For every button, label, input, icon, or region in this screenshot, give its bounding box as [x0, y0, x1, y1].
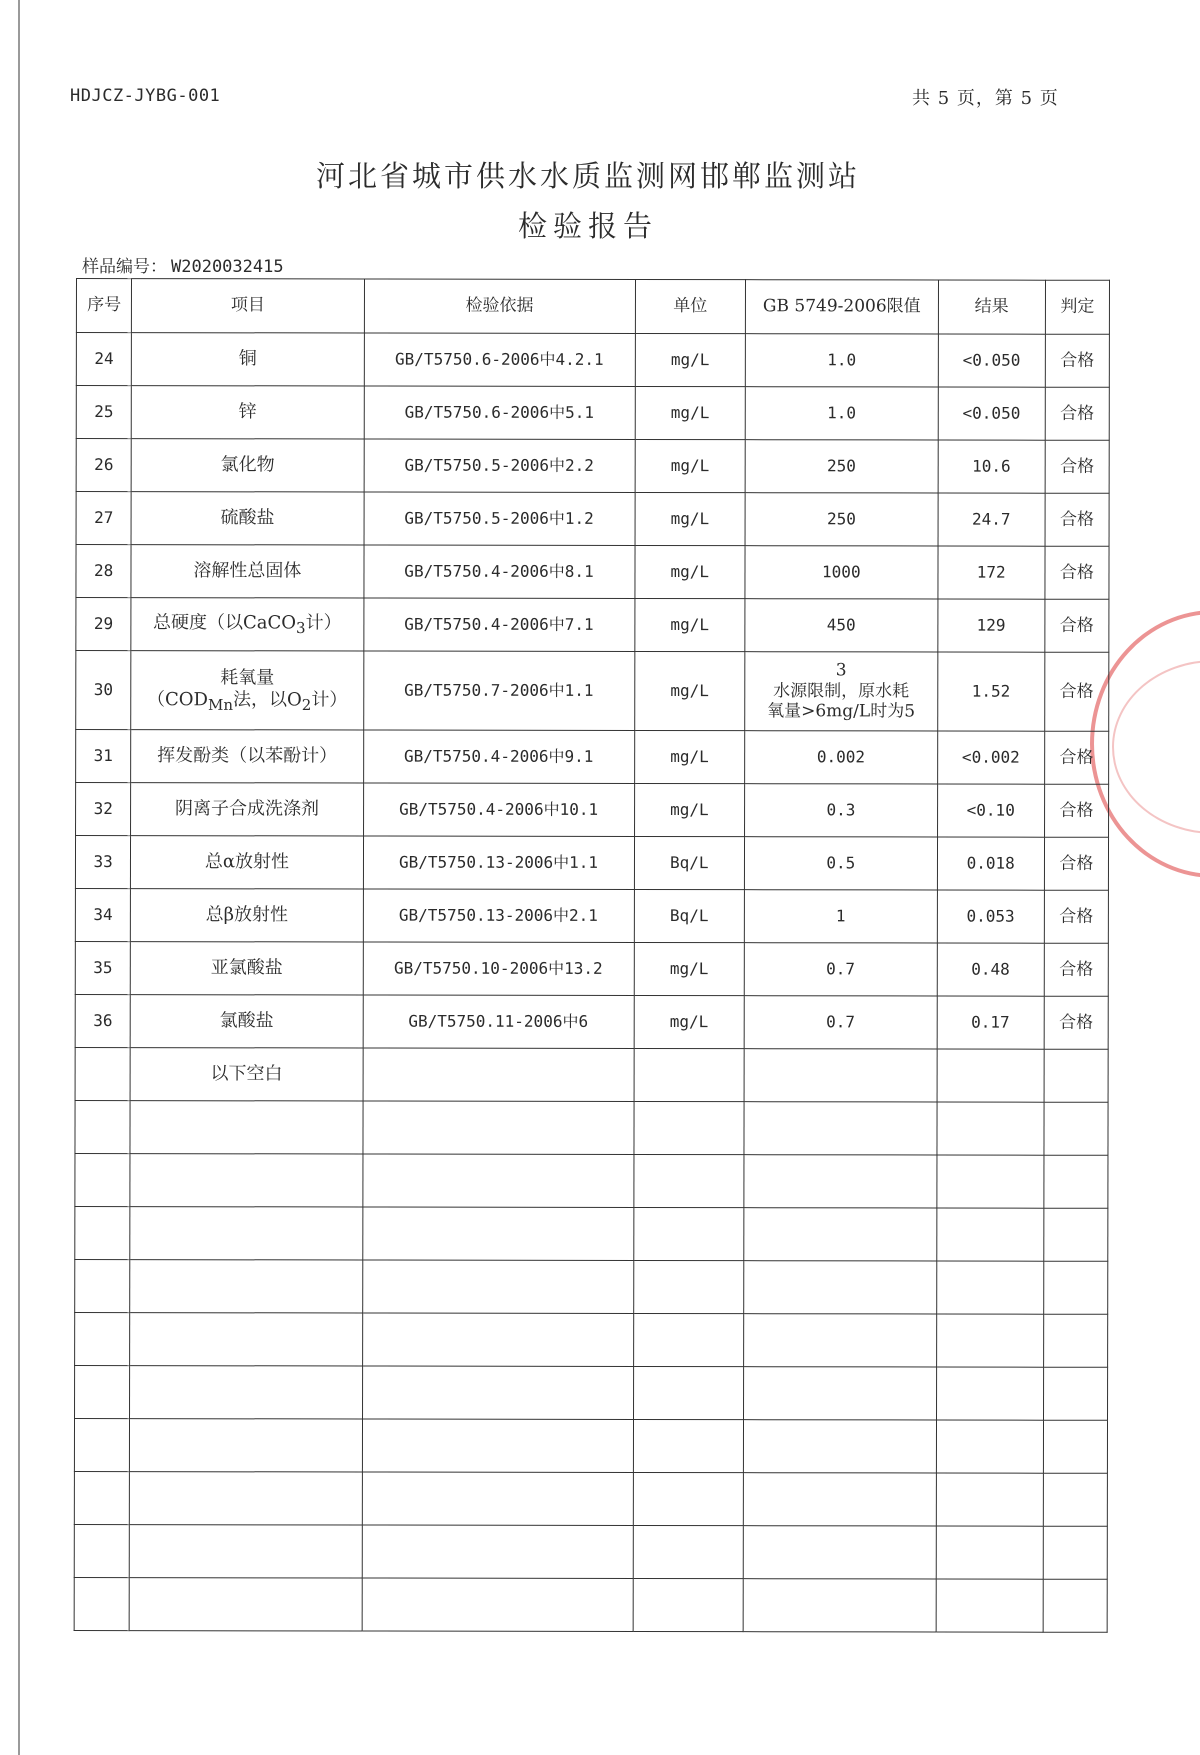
- row-item: [131, 651, 363, 730]
- row-no: 32: [76, 783, 131, 836]
- column-header-unit: 单位: [635, 279, 746, 333]
- row-limit: 250: [745, 493, 938, 546]
- empty-cell: [633, 1419, 744, 1472]
- row-method: GB/T5750.4-2006中7.1: [363, 598, 634, 651]
- empty-cell: [362, 1419, 633, 1472]
- row-item-line2: [134, 689, 361, 714]
- empty-cell: [936, 1155, 1043, 1208]
- row-item: 总β放射性: [131, 889, 363, 942]
- blank-row: [74, 1577, 1107, 1632]
- empty-cell: [1044, 1261, 1108, 1314]
- empty-cell: [362, 1472, 633, 1525]
- empty-cell: [130, 1154, 362, 1207]
- blank-row: [75, 1100, 1108, 1155]
- row-no: 24: [76, 333, 131, 386]
- row-no: 27: [76, 492, 131, 545]
- column-header-result: 结果: [938, 280, 1045, 334]
- row-no: 31: [76, 730, 131, 783]
- empty-cell: [362, 1154, 633, 1207]
- row-item-suffix: 计）: [305, 612, 342, 634]
- row-item-subscript: 3: [296, 618, 306, 637]
- empty-cell: [1043, 1314, 1107, 1367]
- empty-cell: [362, 1578, 633, 1631]
- row-no: 36: [75, 994, 130, 1047]
- row-limit: 1.0: [745, 387, 938, 440]
- row-method: GB/T5750.4-2006中9.1: [363, 730, 634, 783]
- row-item-line2-part: 法，以O: [233, 688, 302, 710]
- table-row: [76, 333, 1109, 388]
- row-unit: mg/L: [634, 942, 745, 995]
- empty-cell: [1044, 1102, 1108, 1155]
- row-item: 氯化物: [131, 439, 363, 492]
- empty-cell: [633, 1260, 744, 1313]
- table-row: [75, 888, 1108, 943]
- empty-cell: [362, 1313, 633, 1366]
- table-row: [76, 439, 1109, 494]
- row-unit: mg/L: [635, 439, 746, 492]
- empty-cell: [1043, 1579, 1107, 1632]
- empty-cell: [633, 1472, 744, 1525]
- empty-cell: [633, 1525, 744, 1578]
- empty-cell: [743, 1473, 936, 1526]
- row-item: 铜: [132, 333, 364, 386]
- row-verdict: 合格: [1045, 652, 1109, 731]
- row-limit: 1.0: [745, 334, 938, 387]
- row-no: 35: [75, 941, 130, 994]
- empty-cell: [362, 1525, 633, 1578]
- row-limit: 0.5: [745, 837, 938, 890]
- empty-cell: [936, 1367, 1043, 1420]
- row-method: GB/T5750.7-2006中1.1: [363, 651, 634, 730]
- column-header-limit: GB 5749-2006限值: [746, 280, 939, 334]
- empty-cell: [130, 1419, 362, 1472]
- end-note: 以下空白: [130, 1048, 362, 1101]
- row-verdict: 合格: [1044, 784, 1108, 837]
- empty-cell: [130, 1313, 362, 1366]
- row-verdict: 合格: [1045, 599, 1109, 652]
- sample-number-label: 样品编号：: [82, 257, 167, 277]
- row-item: [131, 598, 363, 651]
- row-limit: 0.3: [745, 784, 938, 837]
- document-code: HDJCZ-JYBG-001: [70, 86, 221, 106]
- row-unit: mg/L: [635, 333, 746, 386]
- row-limit: 250: [745, 440, 938, 493]
- row-method: GB/T5750.11-2006中6: [363, 995, 634, 1048]
- row-verdict: 合格: [1045, 387, 1109, 440]
- row-result: <0.002: [937, 731, 1044, 784]
- row-verdict: 合格: [1045, 493, 1109, 546]
- row-unit: mg/L: [634, 730, 745, 783]
- row-item: 硫酸盐: [131, 492, 363, 545]
- row-method: GB/T5750.6-2006中4.2.1: [364, 333, 635, 386]
- empty-cell: [936, 1526, 1043, 1579]
- empty-cell: [936, 1314, 1043, 1367]
- empty-cell: [75, 1206, 130, 1259]
- empty-cell: [744, 1367, 937, 1420]
- row-verdict: 合格: [1045, 334, 1109, 387]
- empty-cell: [362, 1260, 633, 1313]
- empty-cell: [363, 1101, 634, 1154]
- row-item-line2-part: （COD: [147, 688, 209, 710]
- row-result: <0.10: [937, 784, 1044, 837]
- row-result: 0.48: [937, 943, 1044, 996]
- empty-cell: [633, 1366, 744, 1419]
- row-item-line1: 耗氧量: [220, 667, 275, 689]
- row-limit-line2: 水源限制，原水耗: [773, 681, 910, 702]
- empty-cell: [936, 1208, 1043, 1261]
- row-method: GB/T5750.13-2006中2.1: [363, 889, 634, 942]
- empty-cell: [1043, 1367, 1107, 1420]
- empty-cell: [75, 1047, 130, 1100]
- row-unit: mg/L: [634, 995, 745, 1048]
- table-row: [75, 994, 1108, 1049]
- row-result: 10.6: [938, 440, 1045, 493]
- row-verdict: 合格: [1044, 890, 1108, 943]
- empty-cell: [744, 1155, 937, 1208]
- row-item: 溶解性总固体: [131, 545, 363, 598]
- empty-cell: [362, 1366, 633, 1419]
- row-unit: mg/L: [635, 492, 746, 545]
- row-no: 29: [76, 598, 131, 651]
- row-limit: 0.7: [744, 996, 937, 1049]
- test-results-table: [74, 278, 1110, 1633]
- row-unit: mg/L: [635, 386, 746, 439]
- empty-cell: [1044, 1155, 1108, 1208]
- column-header-verdict: 判定: [1045, 280, 1109, 334]
- empty-cell: [75, 1312, 130, 1365]
- empty-cell: [633, 1578, 744, 1631]
- row-item-subscript: 2: [301, 695, 312, 714]
- row-no: 34: [75, 888, 130, 941]
- row-item: 氯酸盐: [130, 995, 362, 1048]
- empty-cell: [75, 1100, 130, 1153]
- row-method: GB/T5750.5-2006中2.2: [364, 439, 635, 492]
- empty-cell: [744, 1420, 937, 1473]
- row-result: 172: [937, 546, 1044, 599]
- row-limit-line1: 3: [835, 660, 847, 681]
- page-count: 共 5 页，第 5 页: [912, 88, 1059, 109]
- table-row: [76, 783, 1109, 838]
- report-title: 检验报告: [517, 209, 658, 243]
- row-verdict: 合格: [1044, 996, 1108, 1049]
- row-limit: 0.002: [745, 731, 938, 784]
- empty-cell: [936, 1579, 1043, 1632]
- row-no: 30: [76, 651, 131, 730]
- row-no: 33: [75, 836, 130, 889]
- empty-cell: [130, 1101, 362, 1154]
- blank-row: [75, 1206, 1108, 1261]
- empty-cell: [743, 1526, 936, 1579]
- row-unit: Bq/L: [634, 836, 745, 889]
- table-row: [76, 651, 1109, 732]
- row-item: 挥发酚类（以苯酚计）: [131, 730, 363, 783]
- table-row: [75, 941, 1108, 996]
- empty-cell: [1044, 1049, 1108, 1102]
- empty-cell: [937, 1049, 1044, 1102]
- table-row: [76, 730, 1109, 785]
- row-verdict: 合格: [1044, 837, 1108, 890]
- row-limit: 450: [745, 599, 938, 652]
- row-item-line2-part: 计）: [311, 688, 348, 710]
- sample-number-value: W2020032415: [171, 257, 284, 277]
- row-item-subscript: Mn: [207, 695, 234, 714]
- empty-cell: [75, 1259, 130, 1312]
- empty-cell: [130, 1472, 362, 1525]
- row-unit: mg/L: [634, 598, 745, 651]
- row-unit: mg/L: [634, 651, 745, 730]
- empty-cell: [74, 1418, 129, 1471]
- empty-cell: [74, 1577, 129, 1630]
- empty-cell: [130, 1525, 362, 1578]
- blank-row: [75, 1259, 1108, 1314]
- row-no: 26: [76, 439, 131, 492]
- row-limit: 1000: [745, 546, 938, 599]
- binding-edge-line: [18, 0, 20, 1755]
- row-no: 28: [76, 545, 131, 598]
- row-no: 25: [76, 386, 131, 439]
- empty-cell: [936, 1261, 1043, 1314]
- empty-cell: [75, 1153, 130, 1206]
- table-row: [76, 598, 1109, 653]
- empty-cell: [744, 1049, 937, 1102]
- empty-cell: [634, 1048, 745, 1101]
- row-result: 0.17: [937, 996, 1044, 1049]
- empty-cell: [74, 1471, 129, 1524]
- empty-cell: [936, 1473, 1043, 1526]
- empty-cell: [129, 1578, 361, 1631]
- row-result: 24.7: [938, 493, 1045, 546]
- row-verdict: 合格: [1045, 440, 1109, 493]
- empty-cell: [633, 1154, 744, 1207]
- empty-cell: [633, 1313, 744, 1366]
- table-row: [76, 545, 1109, 600]
- row-method: GB/T5750.4-2006中8.1: [363, 545, 634, 598]
- empty-cell: [74, 1524, 129, 1577]
- column-header-method: 检验依据: [364, 279, 635, 333]
- row-item-prefix: 总硬度（以CaCO: [153, 611, 297, 634]
- table-row: [76, 386, 1109, 441]
- empty-cell: [130, 1366, 362, 1419]
- row-verdict: 合格: [1044, 731, 1108, 784]
- empty-cell: [1043, 1526, 1107, 1579]
- sample-number: [82, 252, 284, 277]
- empty-cell: [1044, 1208, 1108, 1261]
- row-limit-line3: 氧量>6mg/L时为5: [767, 701, 916, 722]
- empty-cell: [130, 1260, 362, 1313]
- row-result: 1.52: [937, 652, 1044, 731]
- row-method: GB/T5750.5-2006中1.2: [364, 492, 635, 545]
- blank-row: [75, 1365, 1108, 1420]
- report-organization-title: 河北省城市供水水质监测网邯郸监测站: [315, 159, 860, 193]
- row-item: 总α放射性: [131, 836, 363, 889]
- table-header-row: [76, 279, 1109, 335]
- blank-row: [75, 1312, 1108, 1367]
- blank-row: [74, 1524, 1107, 1579]
- empty-cell: [633, 1101, 744, 1154]
- empty-cell: [937, 1102, 1044, 1155]
- blank-row: [75, 1153, 1108, 1208]
- row-result: 0.053: [937, 890, 1044, 943]
- empty-cell: [633, 1207, 744, 1260]
- row-item: 锌: [132, 386, 364, 439]
- row-limit: 1: [744, 890, 937, 943]
- row-limit: [745, 652, 938, 731]
- empty-cell: [743, 1579, 936, 1632]
- empty-cell: [744, 1208, 937, 1261]
- row-unit: Bq/L: [634, 889, 745, 942]
- row-item: 阴离子合成洗涤剂: [131, 783, 363, 836]
- end-note-row: [75, 1047, 1108, 1102]
- empty-cell: [744, 1261, 937, 1314]
- row-method: GB/T5750.13-2006中1.1: [363, 836, 634, 889]
- blank-row: [74, 1471, 1107, 1526]
- row-unit: mg/L: [634, 545, 745, 598]
- column-header-no: 序号: [76, 279, 131, 333]
- table-row: [76, 492, 1109, 547]
- row-verdict: 合格: [1045, 546, 1109, 599]
- blank-row: [74, 1418, 1107, 1473]
- row-result: <0.050: [938, 334, 1045, 387]
- empty-cell: [362, 1207, 633, 1260]
- empty-cell: [130, 1207, 362, 1260]
- row-method: GB/T5750.10-2006中13.2: [363, 942, 634, 995]
- row-result: <0.050: [938, 387, 1045, 440]
- row-result: 129: [937, 599, 1044, 652]
- row-limit: 0.7: [744, 943, 937, 996]
- row-unit: mg/L: [634, 783, 745, 836]
- empty-cell: [936, 1420, 1043, 1473]
- empty-cell: [75, 1365, 130, 1418]
- column-header-item: 项目: [132, 279, 364, 333]
- row-method: GB/T5750.6-2006中5.1: [364, 386, 635, 439]
- empty-cell: [363, 1048, 634, 1101]
- empty-cell: [1043, 1420, 1107, 1473]
- row-item: 亚氯酸盐: [131, 942, 363, 995]
- row-method: GB/T5750.4-2006中10.1: [363, 783, 634, 836]
- table-row: [75, 836, 1108, 891]
- empty-cell: [1043, 1473, 1107, 1526]
- empty-cell: [744, 1314, 937, 1367]
- row-result: 0.018: [937, 837, 1044, 890]
- row-verdict: 合格: [1044, 943, 1108, 996]
- empty-cell: [744, 1102, 937, 1155]
